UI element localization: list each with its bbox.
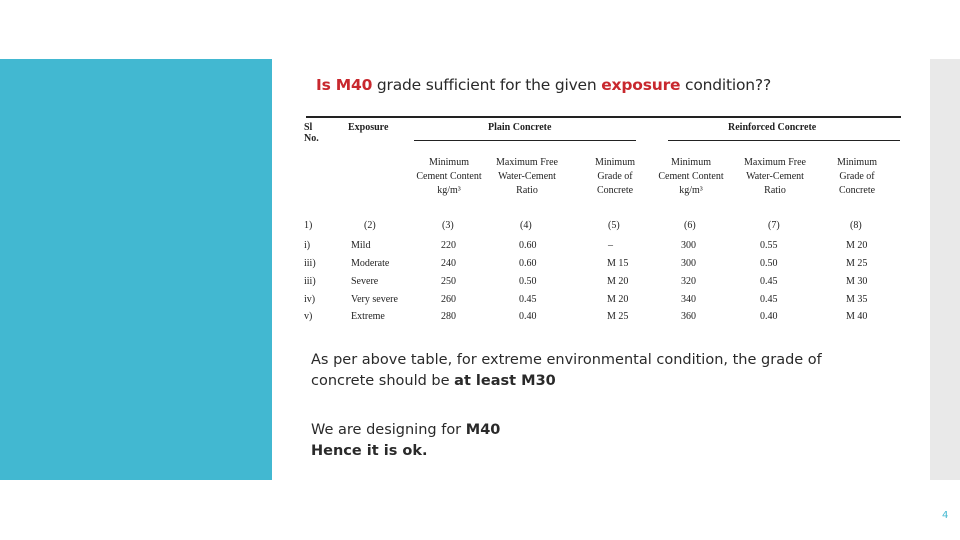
subheader-rc-min-grade: Minimum Grade of Concrete — [836, 157, 877, 196]
right-margin-strip — [930, 59, 960, 480]
conclusion-paragraph-2 — [311, 420, 500, 462]
row2-c3: 240 — [441, 258, 456, 269]
conclusion-paragraph-1 — [311, 350, 822, 392]
accent-sidebar — [0, 59, 272, 480]
row1-c6: 300 — [681, 240, 696, 251]
subheader-plain-min-grade: Minimum Grade of Concrete — [594, 157, 635, 196]
p1-line2 — [311, 371, 822, 392]
row2-c5: M 15 — [607, 258, 629, 269]
page-number: 4 — [942, 510, 949, 521]
row2-c7: 0.50 — [760, 258, 778, 269]
colnum-5: (5) — [608, 220, 620, 231]
header-plain-concrete: Plain Concrete — [488, 122, 552, 133]
colnum-7: (7) — [768, 220, 780, 231]
p2-line1-prefix: We are designing for — [311, 422, 466, 438]
slide-title — [316, 76, 771, 94]
plain-underline — [414, 140, 636, 141]
row2-c4: 0.60 — [519, 258, 537, 269]
row5-c8: M 40 — [846, 311, 868, 322]
row5-c7: 0.40 — [760, 311, 778, 322]
row4-c7: 0.45 — [760, 294, 778, 305]
row3-c5: M 20 — [607, 276, 629, 287]
title-bold-word: exposure — [601, 76, 681, 94]
row4-c4: 0.45 — [519, 294, 537, 305]
row3-c4: 0.50 — [519, 276, 537, 287]
subheader-plain-min-cement: Minimum Cement Content kg/m³ — [416, 157, 482, 196]
row5-exposure: Extreme — [351, 311, 385, 322]
row1-c7: 0.55 — [760, 240, 778, 251]
reinforced-underline — [668, 140, 900, 141]
row4-exposure: Very severe — [351, 294, 398, 305]
row1-c8: M 20 — [846, 240, 868, 251]
row5-c6: 360 — [681, 311, 696, 322]
header-sl-no — [304, 122, 319, 144]
row4-c5: M 20 — [607, 294, 629, 305]
row3-exposure: Severe — [351, 276, 379, 287]
row1-c5: – — [608, 240, 613, 251]
row1-sl: i) — [304, 240, 311, 251]
title-mid: grade sufficient for the given — [372, 76, 602, 94]
row1-c3: 220 — [441, 240, 456, 251]
exposure-table — [298, 100, 904, 328]
subheader-rc-max-wc: Maximum Free Water-Cement Ratio — [744, 157, 806, 196]
row1-c4: 0.60 — [519, 240, 537, 251]
row3-sl: iii) — [304, 276, 316, 287]
header-exposure: Exposure — [348, 122, 389, 133]
row3-c8: M 30 — [846, 276, 868, 287]
row1-exposure: Mild — [351, 240, 371, 251]
row4-c3: 260 — [441, 294, 456, 305]
subheader-rc-min-cement: Minimum Cement Content kg/m³ — [658, 157, 724, 196]
row4-c8: M 35 — [846, 294, 868, 305]
header-sl-line2: No. — [304, 133, 319, 144]
table-top-rule — [306, 116, 901, 118]
row3-c7: 0.45 — [760, 276, 778, 287]
p2-line1 — [311, 420, 500, 441]
p1-line2-bold: at least M30 — [454, 373, 556, 389]
row2-exposure: Moderate — [351, 258, 390, 269]
row3-c3: 250 — [441, 276, 456, 287]
row2-c6: 300 — [681, 258, 696, 269]
colnum-1: 1) — [304, 220, 313, 231]
colnum-3: (3) — [442, 220, 454, 231]
header-reinforced-concrete: Reinforced Concrete — [728, 122, 817, 133]
title-prefix: Is M40 — [316, 76, 373, 94]
row5-c5: M 25 — [607, 311, 629, 322]
subheader-plain-max-wc: Maximum Free Water-Cement Ratio — [496, 157, 558, 196]
title-suffix: condition?? — [680, 76, 771, 94]
row5-c4: 0.40 — [519, 311, 537, 322]
colnum-8: (8) — [850, 220, 862, 231]
colnum-6: (6) — [684, 220, 696, 231]
p2-line1-bold: M40 — [465, 422, 501, 438]
header-sl-line1: Sl — [304, 122, 313, 133]
row4-sl: iv) — [304, 294, 316, 305]
row2-c8: M 25 — [846, 258, 868, 269]
colnum-2: (2) — [364, 220, 376, 231]
p2-line2: Hence it is ok. — [311, 443, 428, 459]
row5-c3: 280 — [441, 311, 456, 322]
row5-sl: v) — [304, 311, 313, 322]
colnum-4: (4) — [520, 220, 532, 231]
row2-sl: iii) — [304, 258, 316, 269]
p1-line1: As per above table, for extreme environmental condition, the grade of — [311, 352, 822, 368]
row4-c6: 340 — [681, 294, 696, 305]
row3-c6: 320 — [681, 276, 696, 287]
p1-line2-prefix: concrete should be — [311, 373, 455, 389]
